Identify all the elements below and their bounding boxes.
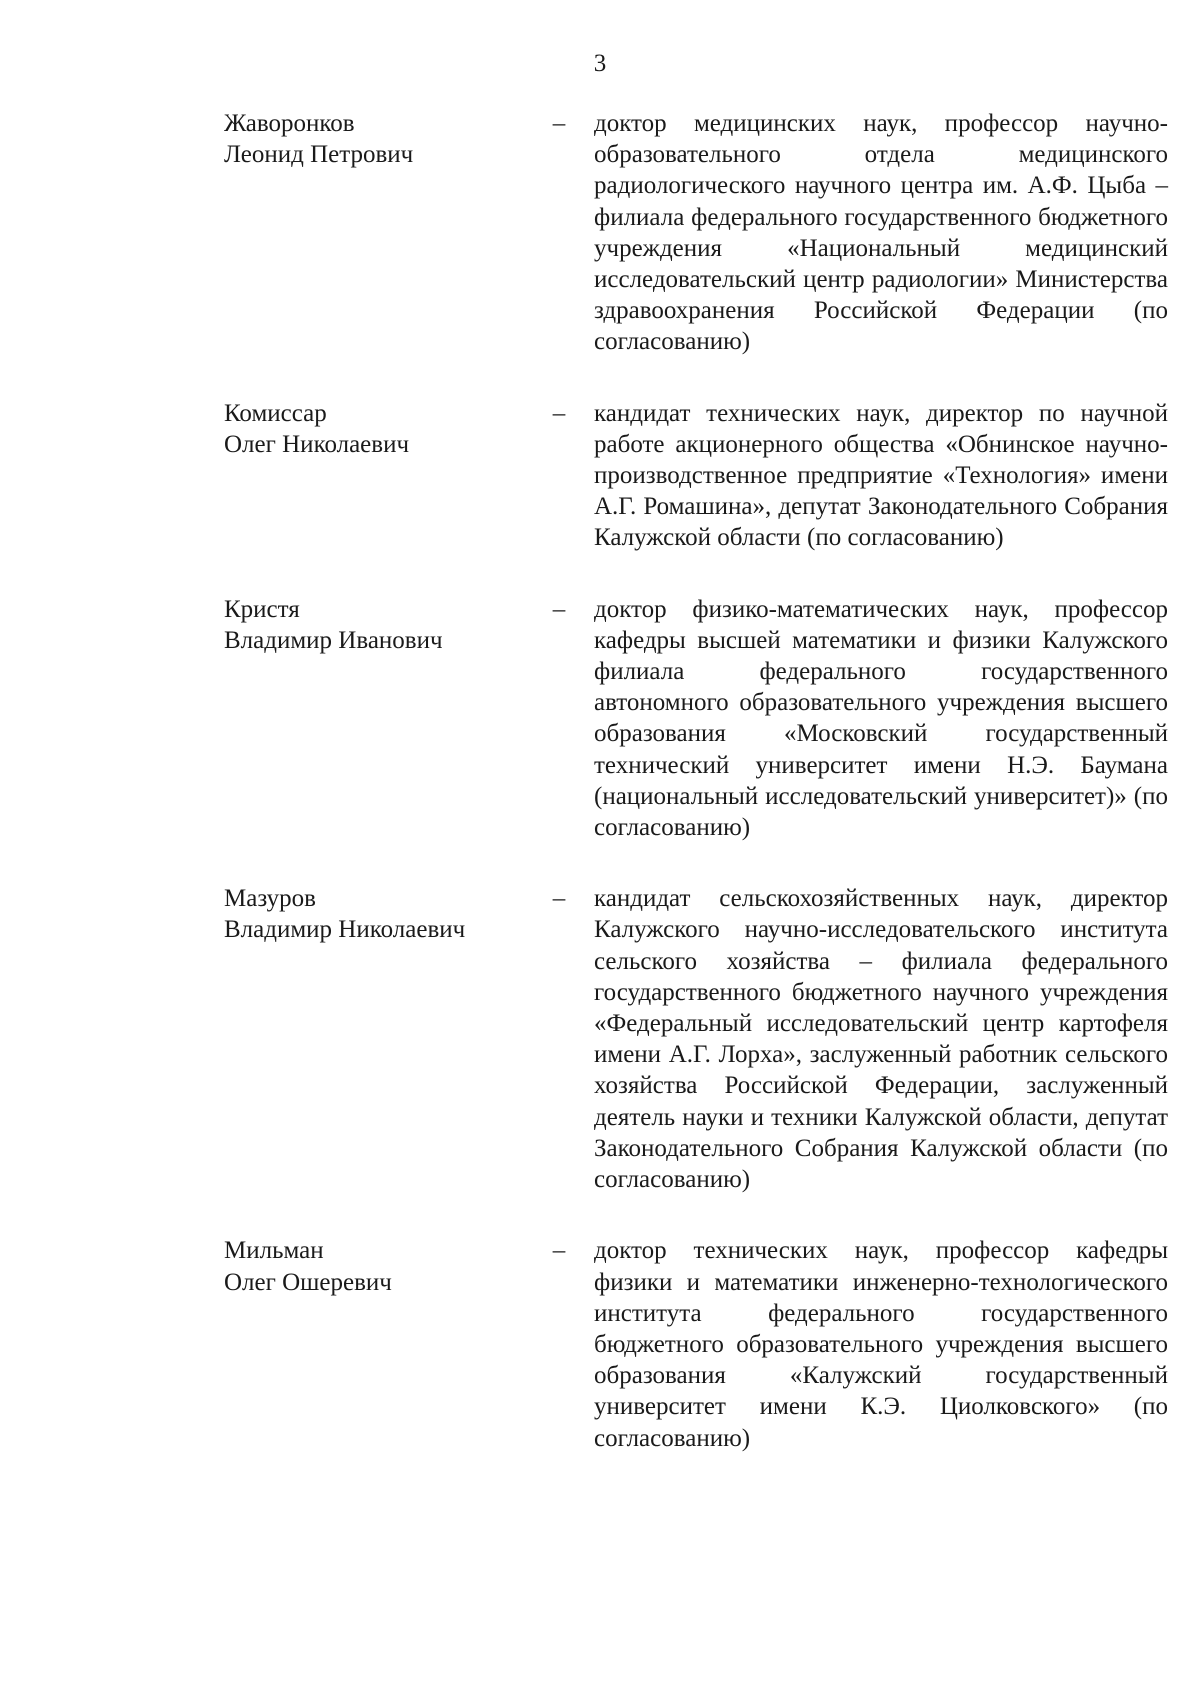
- member-surname: Мазуров: [224, 885, 316, 913]
- member-entry: [224, 108, 1168, 358]
- page-number: 3: [593, 50, 607, 77]
- member-entry: [224, 883, 1168, 1195]
- member-name: [224, 1235, 544, 1297]
- entry-dash: –: [552, 595, 566, 623]
- member-entry: [224, 398, 1168, 554]
- member-given-names: Владимир Иванович: [224, 626, 443, 654]
- member-entry: [224, 1235, 1168, 1453]
- member-entry: [224, 594, 1168, 844]
- member-given-names: Олег Ошеревич: [224, 1268, 392, 1296]
- entry-dash: –: [552, 1237, 566, 1265]
- member-name: [224, 883, 544, 945]
- entry-dash: –: [552, 399, 566, 427]
- member-description: доктор медицинских наук, профессор научно-образовательного отдела медицинского радиологического научного центра им. А.Ф. Цыба – филиала федерального государственного бюджетного учреждения «Национальный медицинский исследовательский центр радиологии» Министерства здравоохранения Российской Федерации (по согласованию): [594, 110, 1168, 356]
- member-surname: Комиссар: [224, 399, 327, 427]
- member-list: [224, 108, 1168, 1494]
- member-description: кандидат сельскохозяйственных наук, директор Калужского научно-исследовательского института сельского хозяйства – филиала федерального государственного бюджетного научного учреждения «Федеральный исследовательский центр картофеля имени А.Г. Лорха», заслуженный работник сельского хозяйства Российской Федерации, заслуженный деятель науки и техники Калужской области, депутат Законодательного Собрания Калужской области (по согласованию): [594, 885, 1168, 1194]
- member-given-names: Владимир Николаевич: [224, 916, 466, 944]
- member-description: доктор технических наук, профессор кафедры физики и математики инженерно-технологического института федерального государственного бюджетного образовательного учреждения высшего образования «Калужский государственный университет имени К.Э. Циолковского» (по согласованию): [594, 1237, 1168, 1452]
- member-surname: Жаворонков: [224, 110, 355, 137]
- entry-dash: –: [552, 885, 566, 913]
- entry-dash: –: [552, 110, 566, 137]
- member-description: доктор физико-математических наук, профессор кафедры высшей математики и физики Калужского филиала федерального государственного автономного образовательного учреждения высшего образования «Московский государственный технический университет имени Н.Э. Баумана (национальный исследовательский университет)» (по согласованию): [594, 595, 1168, 842]
- member-surname: Мильман: [224, 1237, 324, 1265]
- member-name: [224, 108, 544, 170]
- member-name: [224, 398, 544, 460]
- member-given-names: Леонид Петрович: [224, 141, 414, 169]
- member-given-names: Олег Николаевич: [224, 430, 410, 458]
- member-description: кандидат технических наук, директор по научной работе акционерного общества «Обнинское научно-производственное предприятие «Технология» имени А.Г. Ромашина», депутат Законодательного Собрания Калужской области (по согласованию): [594, 399, 1168, 552]
- member-surname: Кристя: [224, 595, 300, 623]
- member-name: [224, 594, 544, 656]
